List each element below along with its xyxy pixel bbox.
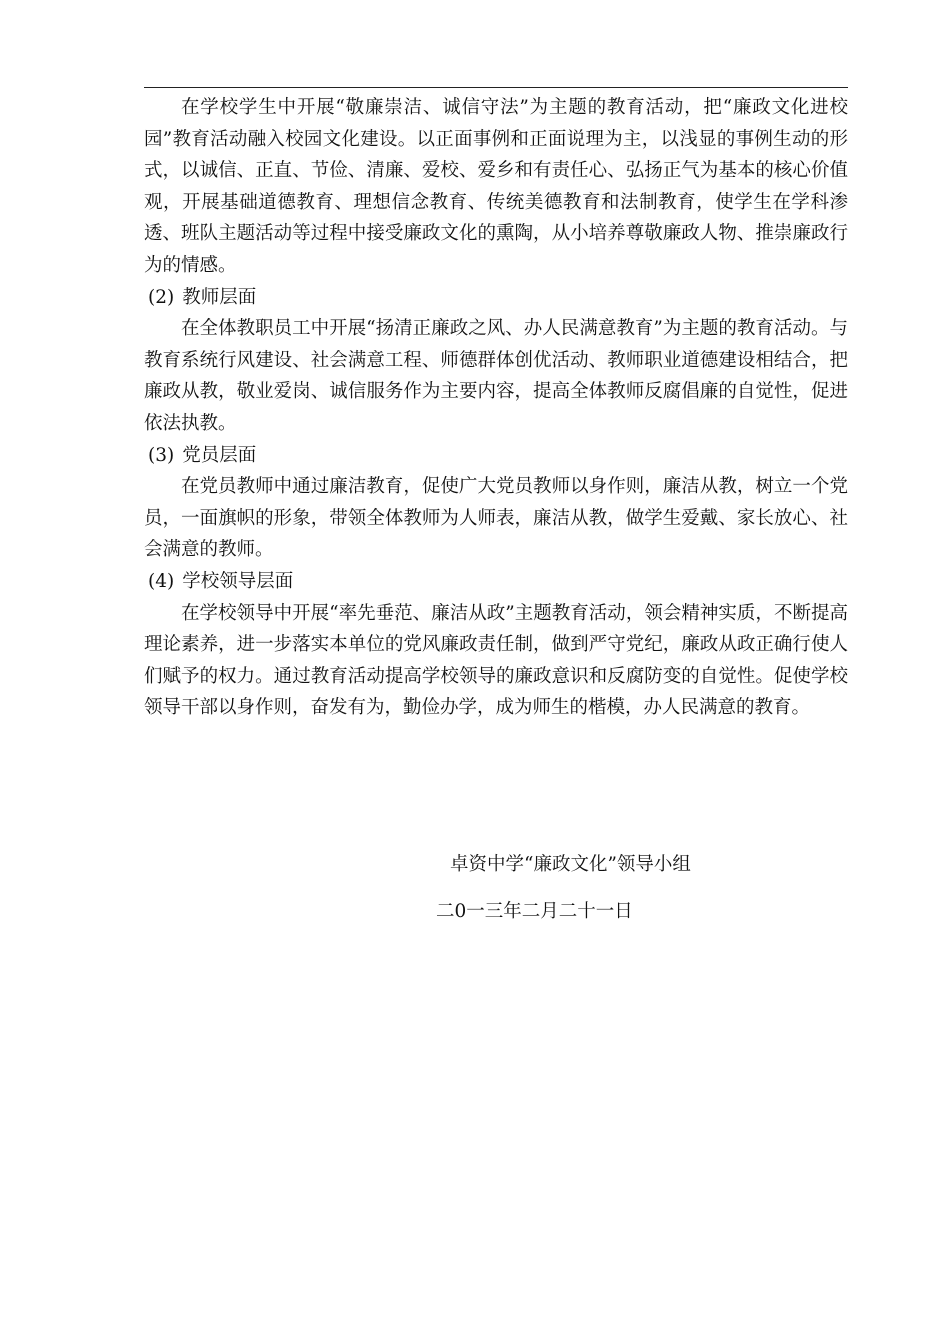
section-number: (2) (148, 286, 175, 308)
section-title: 学校领导层面 (182, 570, 294, 592)
paragraph-school-leaders: 在学校领导中开展“率先垂范、廉洁从政”主题教育活动，领会精神实质，不断提高理论素养，进一步落实本单位的党风廉政责任制，做到严守党纪，廉政从政正确行使人们赋予的权力。通过教育活动提高学校领导的廉政意识和反腐防变的自觉性。促使学校领导干部以身作则，奋发有为，勤俭办学，成为师生的楷模，办人民满意的教育。 (144, 602, 848, 719)
header-rule (144, 87, 848, 88)
document-body (144, 92, 848, 724)
section-heading-school-leaders (144, 566, 848, 598)
section-heading-party-members (144, 440, 848, 472)
section-title: 党员层面 (182, 444, 257, 466)
paragraph-party-members: 在党员教师中通过廉洁教育，促使广大党员教师以身作则，廉洁从教，树立一个党员，一面旗帜的形象，带领全体教师为人师表，廉洁从教，做学生爱戴、家长放心、社会满意的教师。 (144, 476, 848, 561)
section-number: (4) (148, 570, 175, 592)
paragraph-students: 在学校学生中开展“敬廉崇洁、诚信守法”为主题的教育活动，把“廉政文化进校园”教育活动融入校园文化建设。以正面事例和正面说理为主，以浅显的事例生动的形式，以诚信、正直、节俭、清廉、爱校、爱乡和有责任心、弘扬正气为基本的核心价值观，开展基础道德教育、理想信念教育、传统美德教育和法制教育，使学生在学科渗透、班队主题活动等过程中接受廉政文化的熏陶，从小培养尊敬廉政人物、推崇廉政行为的情感。 (144, 97, 848, 276)
signature-date: 二0一三年二月二十一日 (436, 901, 633, 922)
section-heading-teachers (144, 282, 848, 314)
section-title: 教师层面 (182, 286, 257, 308)
signature-organization: 卓资中学“廉政文化”领导小组 (450, 854, 691, 875)
paragraph-teachers: 在全体教职员工中开展“扬清正廉政之风、办人民满意教育”为主题的教育活动。与教育系统行风建设、社会满意工程、师德群体创优活动、教师职业道德建设相结合，把廉政从教，敬业爱岗、诚信服务作为主要内容，提高全体教师反腐倡廉的自觉性，促进依法执教。 (144, 318, 848, 434)
section-number: (3) (148, 444, 175, 466)
